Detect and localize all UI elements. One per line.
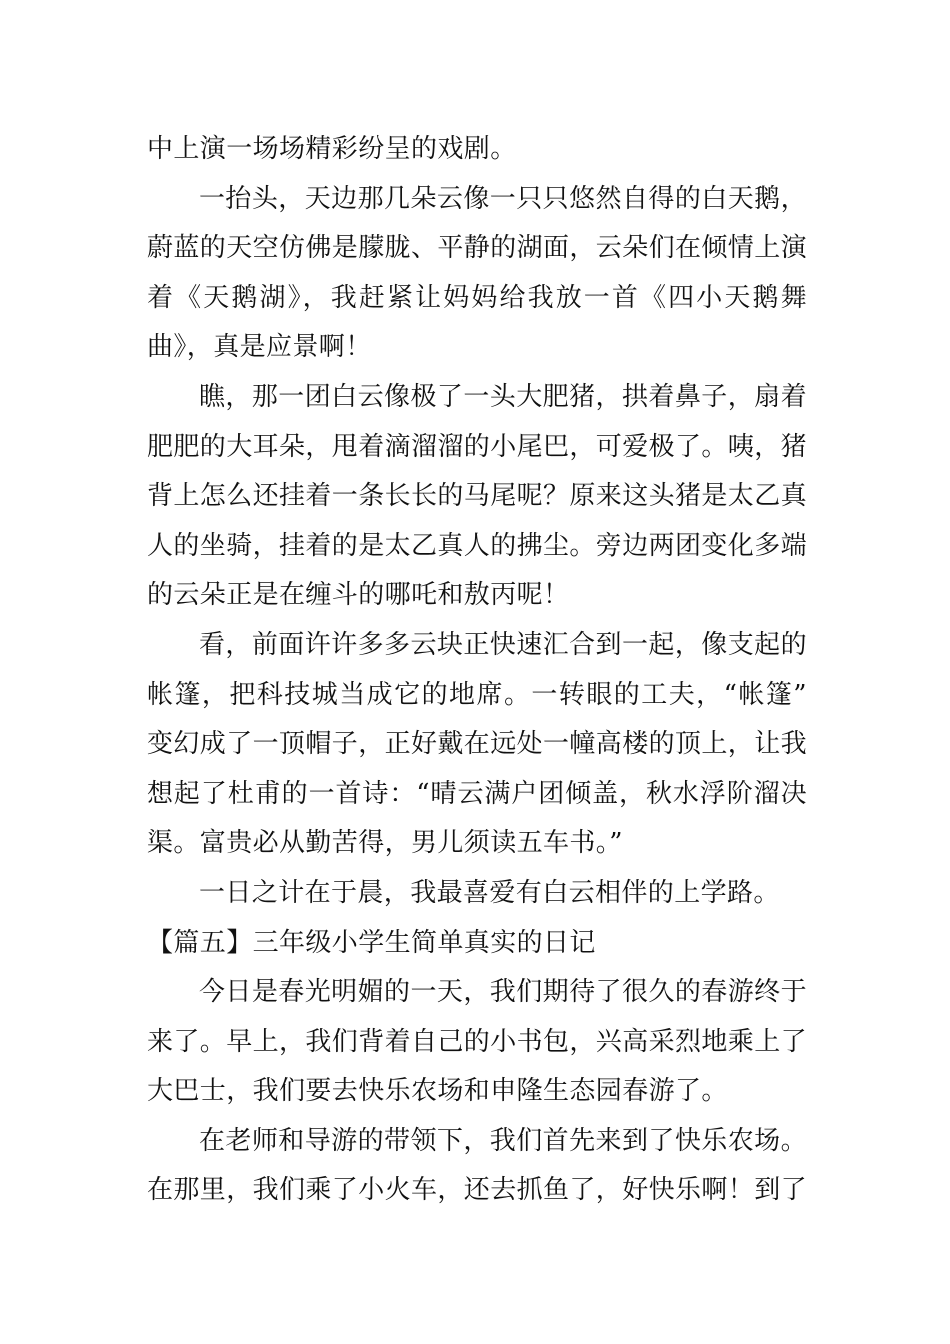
paragraph-first-line: 在老师和导游的带领下，我们首先来到了快乐农场。 — [199, 1125, 807, 1156]
text-line: 肥肥的大耳朵，甩着滴溜溜的小尾巴，可爱极了。咦，猪 — [147, 431, 808, 462]
text-line: 帐篷，把科技城当成它的地席。一转眼的工夫，“帐篷” — [147, 679, 807, 710]
paragraph-first-line: 看，前面许许多多云块正快速汇合到一起，像支起的 — [199, 629, 807, 660]
document-body — [147, 125, 807, 1216]
text-line: 中上演一场场精彩纷呈的戏剧。 — [147, 134, 517, 164]
text-line: 想起了杜甫的一首诗：“晴云满户团倾盖，秋水浮阶溜决 — [147, 778, 807, 809]
text-line: 人的坐骑，挂着的是太乙真人的拂尘。旁边两团变化多端 — [147, 530, 808, 561]
text-line: 大巴士，我们要去快乐农场和申隆生态园春游了。 — [147, 1076, 728, 1107]
paragraph-first-line: 瞧，那一团白云像极了一头大肥猪，拱着鼻子，扇着 — [199, 381, 807, 412]
text-line: 变幻成了一顶帽子，正好戴在远处一幢高楼的顶上，让我 — [147, 729, 808, 760]
text-line: 来了。早上，我们背着自己的小书包，兴高采烈地乘上了 — [147, 1026, 808, 1057]
text-line: 的云朵正是在缠斗的哪吒和敖丙呢！ — [147, 580, 570, 611]
text-line: 着《天鹅湖》，我赶紧让妈妈给我放一首《四小天鹅舞 — [147, 282, 807, 313]
text-line: 背上怎么还挂着一条长长的马尾呢？原来这头猪是太乙真 — [147, 481, 808, 512]
paragraph-first-line: 一日之计在于晨，我最喜爱有白云相伴的上学路。 — [199, 877, 780, 908]
text-line: 在那里，我们乘了小火车，还去抓鱼了，好快乐啊！到了 — [147, 1175, 808, 1206]
paragraph-first-line: 今日是春光明媚的一天，我们期待了很久的春游终于 — [199, 977, 807, 1008]
paragraph-first-line: 一抬头，天边那几朵云像一只只悠然自得的白天鹅， — [199, 183, 807, 214]
text-line: 渠。富贵必从勤苦得，男儿须读五车书。” — [147, 828, 623, 859]
text-line: 曲》，真是应景啊！ — [147, 332, 372, 363]
text-line: 蔚蓝的天空仿佛是朦胧、平静的湖面，云朵们在倾情上演 — [147, 233, 808, 264]
section-heading: 【篇五】三年级小学生简单真实的日记 — [147, 927, 596, 958]
